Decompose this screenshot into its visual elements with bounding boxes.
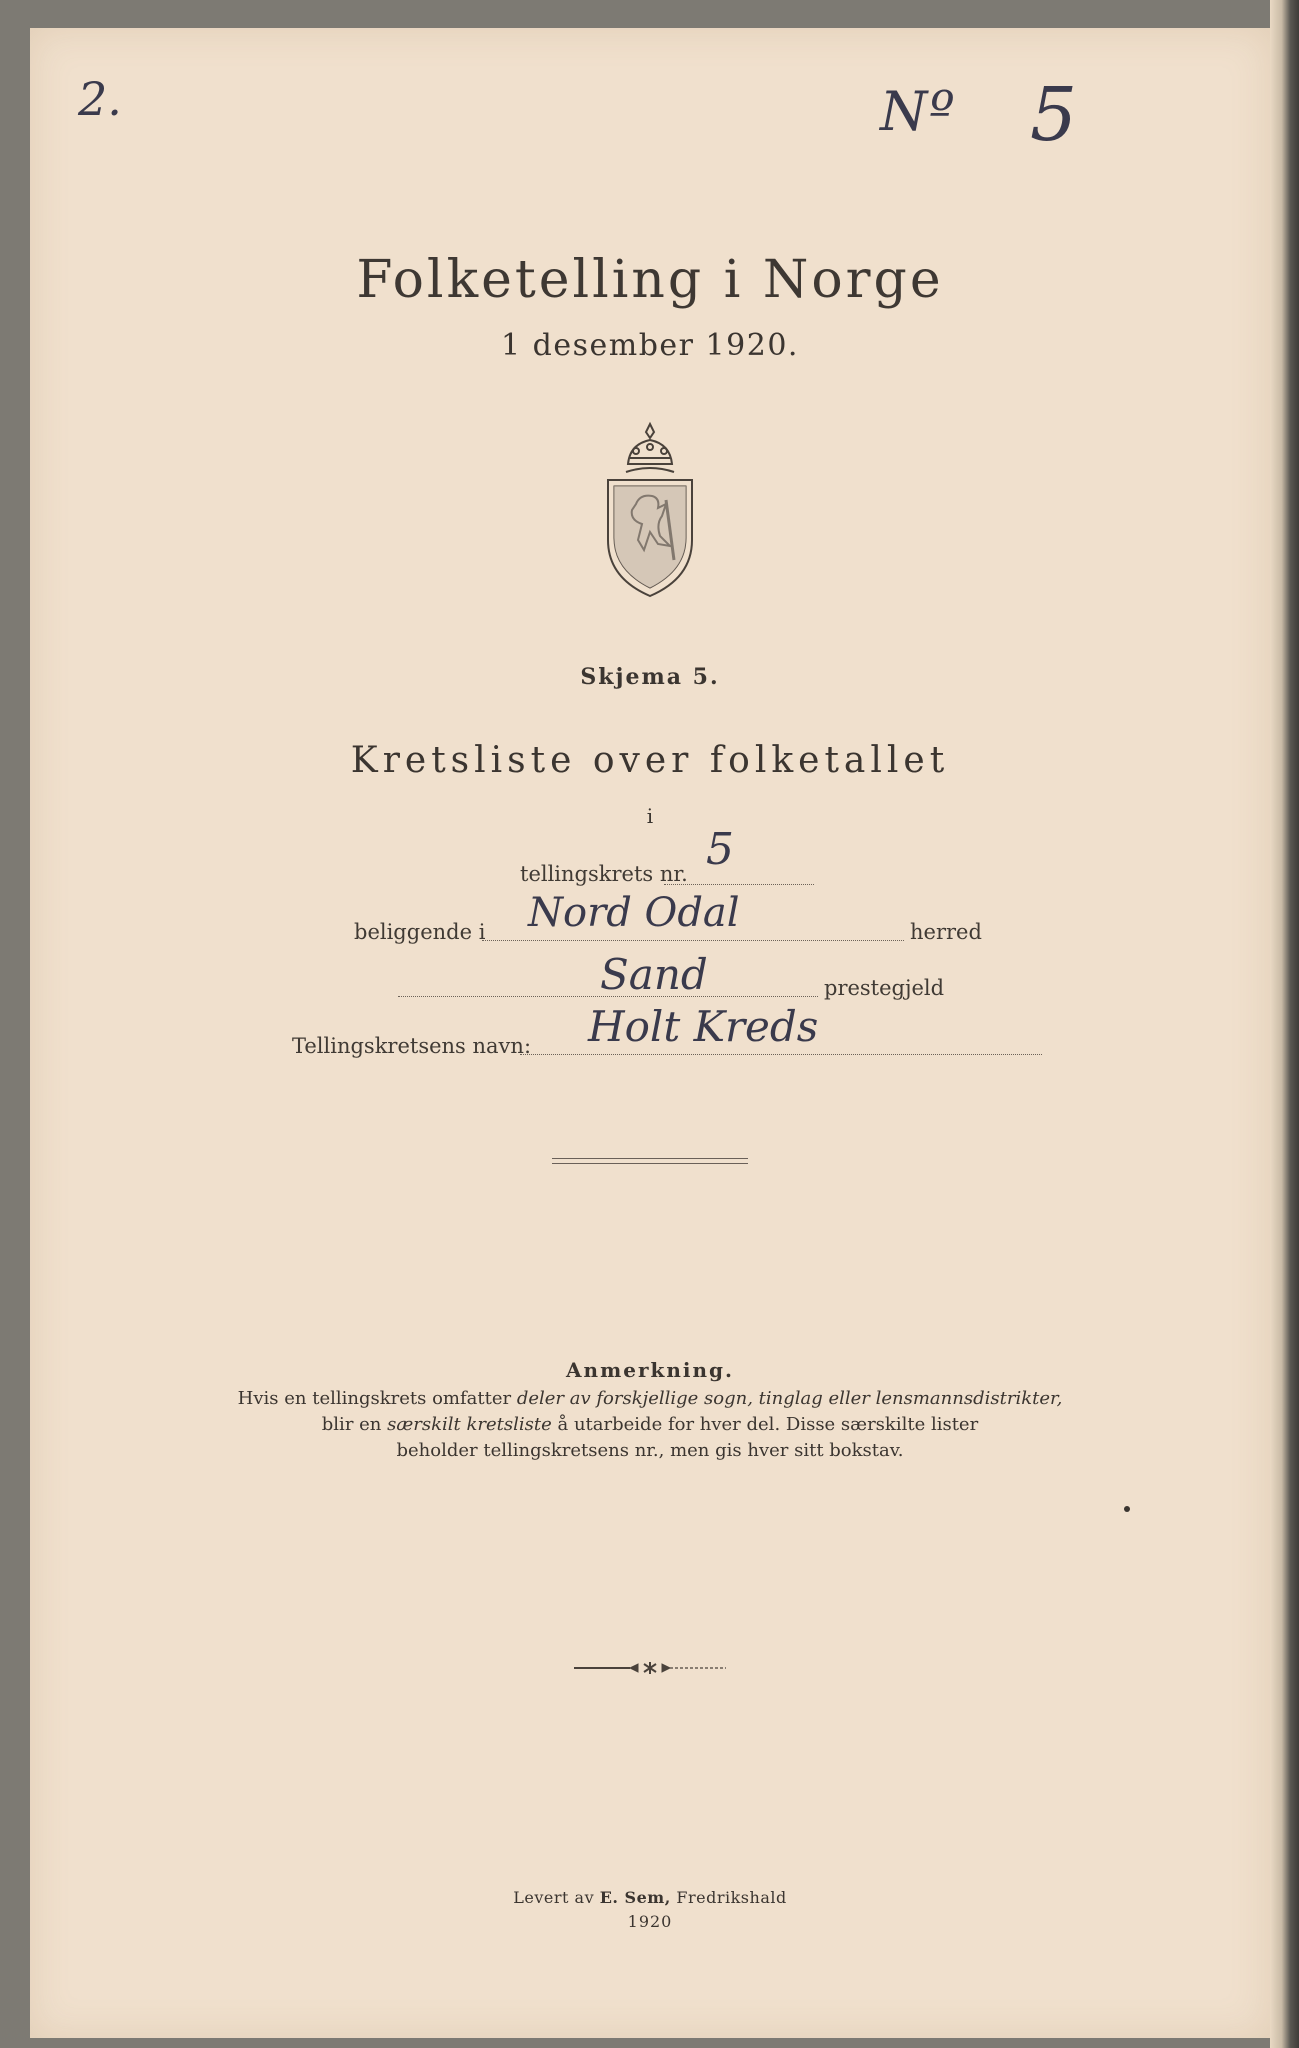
anmerkning-text — [30, 1386, 1270, 1464]
printer-place: Fredrikshald — [670, 1888, 787, 1907]
krets-navn-label: Tellingskretsens navn: — [292, 1034, 532, 1058]
census-date: 1 desember 1920. — [501, 328, 799, 363]
anmerkning-line-1-a: Hvis en tellingskrets omfatter — [237, 1388, 517, 1409]
krets-nr-value: 5 — [706, 824, 734, 875]
herred-line — [482, 940, 904, 941]
printer-name: E. Sem, — [599, 1888, 671, 1907]
krets-navn-line — [520, 1054, 1042, 1055]
prestegjeld-label: prestegjeld — [824, 976, 945, 1000]
form-number-value: 5 — [1030, 72, 1078, 158]
ink-speck — [1124, 1506, 1130, 1512]
ornament-divider-icon — [570, 1658, 730, 1678]
herred-label: herred — [910, 920, 982, 944]
krets-navn-value: Holt Kreds — [588, 1002, 819, 1051]
printer-year: 1920 — [627, 1912, 673, 1931]
page-title: Folketelling i Norge — [356, 250, 944, 310]
binding-edge — [1270, 0, 1299, 2048]
krets-nr-line — [664, 884, 814, 885]
herred-value: Nord Odal — [528, 890, 740, 936]
anmerkning-title: Anmerkning. — [566, 1358, 734, 1382]
anmerkning-line-1 — [30, 1386, 1270, 1412]
printer-prefix: Levert av — [513, 1888, 600, 1907]
anmerkning-line-3: beholder tellingskretsens nr., men gis hver sitt bokstav. — [396, 1440, 904, 1461]
form-number-label: Nº — [880, 80, 957, 143]
krets-nr-label: tellingskrets nr. — [520, 862, 688, 886]
beliggende-label: beliggende i — [354, 920, 486, 944]
census-form-page — [30, 28, 1270, 2038]
connector-i: i — [646, 804, 654, 828]
anmerkning-line-2 — [30, 1412, 1270, 1438]
anmerkning-line-2-a: blir en — [321, 1414, 388, 1435]
corner-page-number: 2. — [78, 72, 122, 126]
prestegjeld-value: Sand — [600, 950, 708, 999]
anmerkning-line-2-c: å utarbeide for hver del. Disse særskilte lister — [551, 1414, 979, 1435]
printer-credit — [30, 1888, 1270, 1907]
anmerkning-line-2-b: særskilt kretsliste — [387, 1414, 552, 1435]
schema-number: Skjema 5. — [580, 664, 720, 690]
norwegian-coat-of-arms-icon — [600, 420, 700, 600]
form-heading: Kretsliste over folketallet — [350, 740, 950, 781]
section-divider — [552, 1158, 748, 1164]
anmerkning-line-1-b: deler av forskjellige sogn, tinglag eller lensmannsdistrikter, — [516, 1388, 1063, 1409]
